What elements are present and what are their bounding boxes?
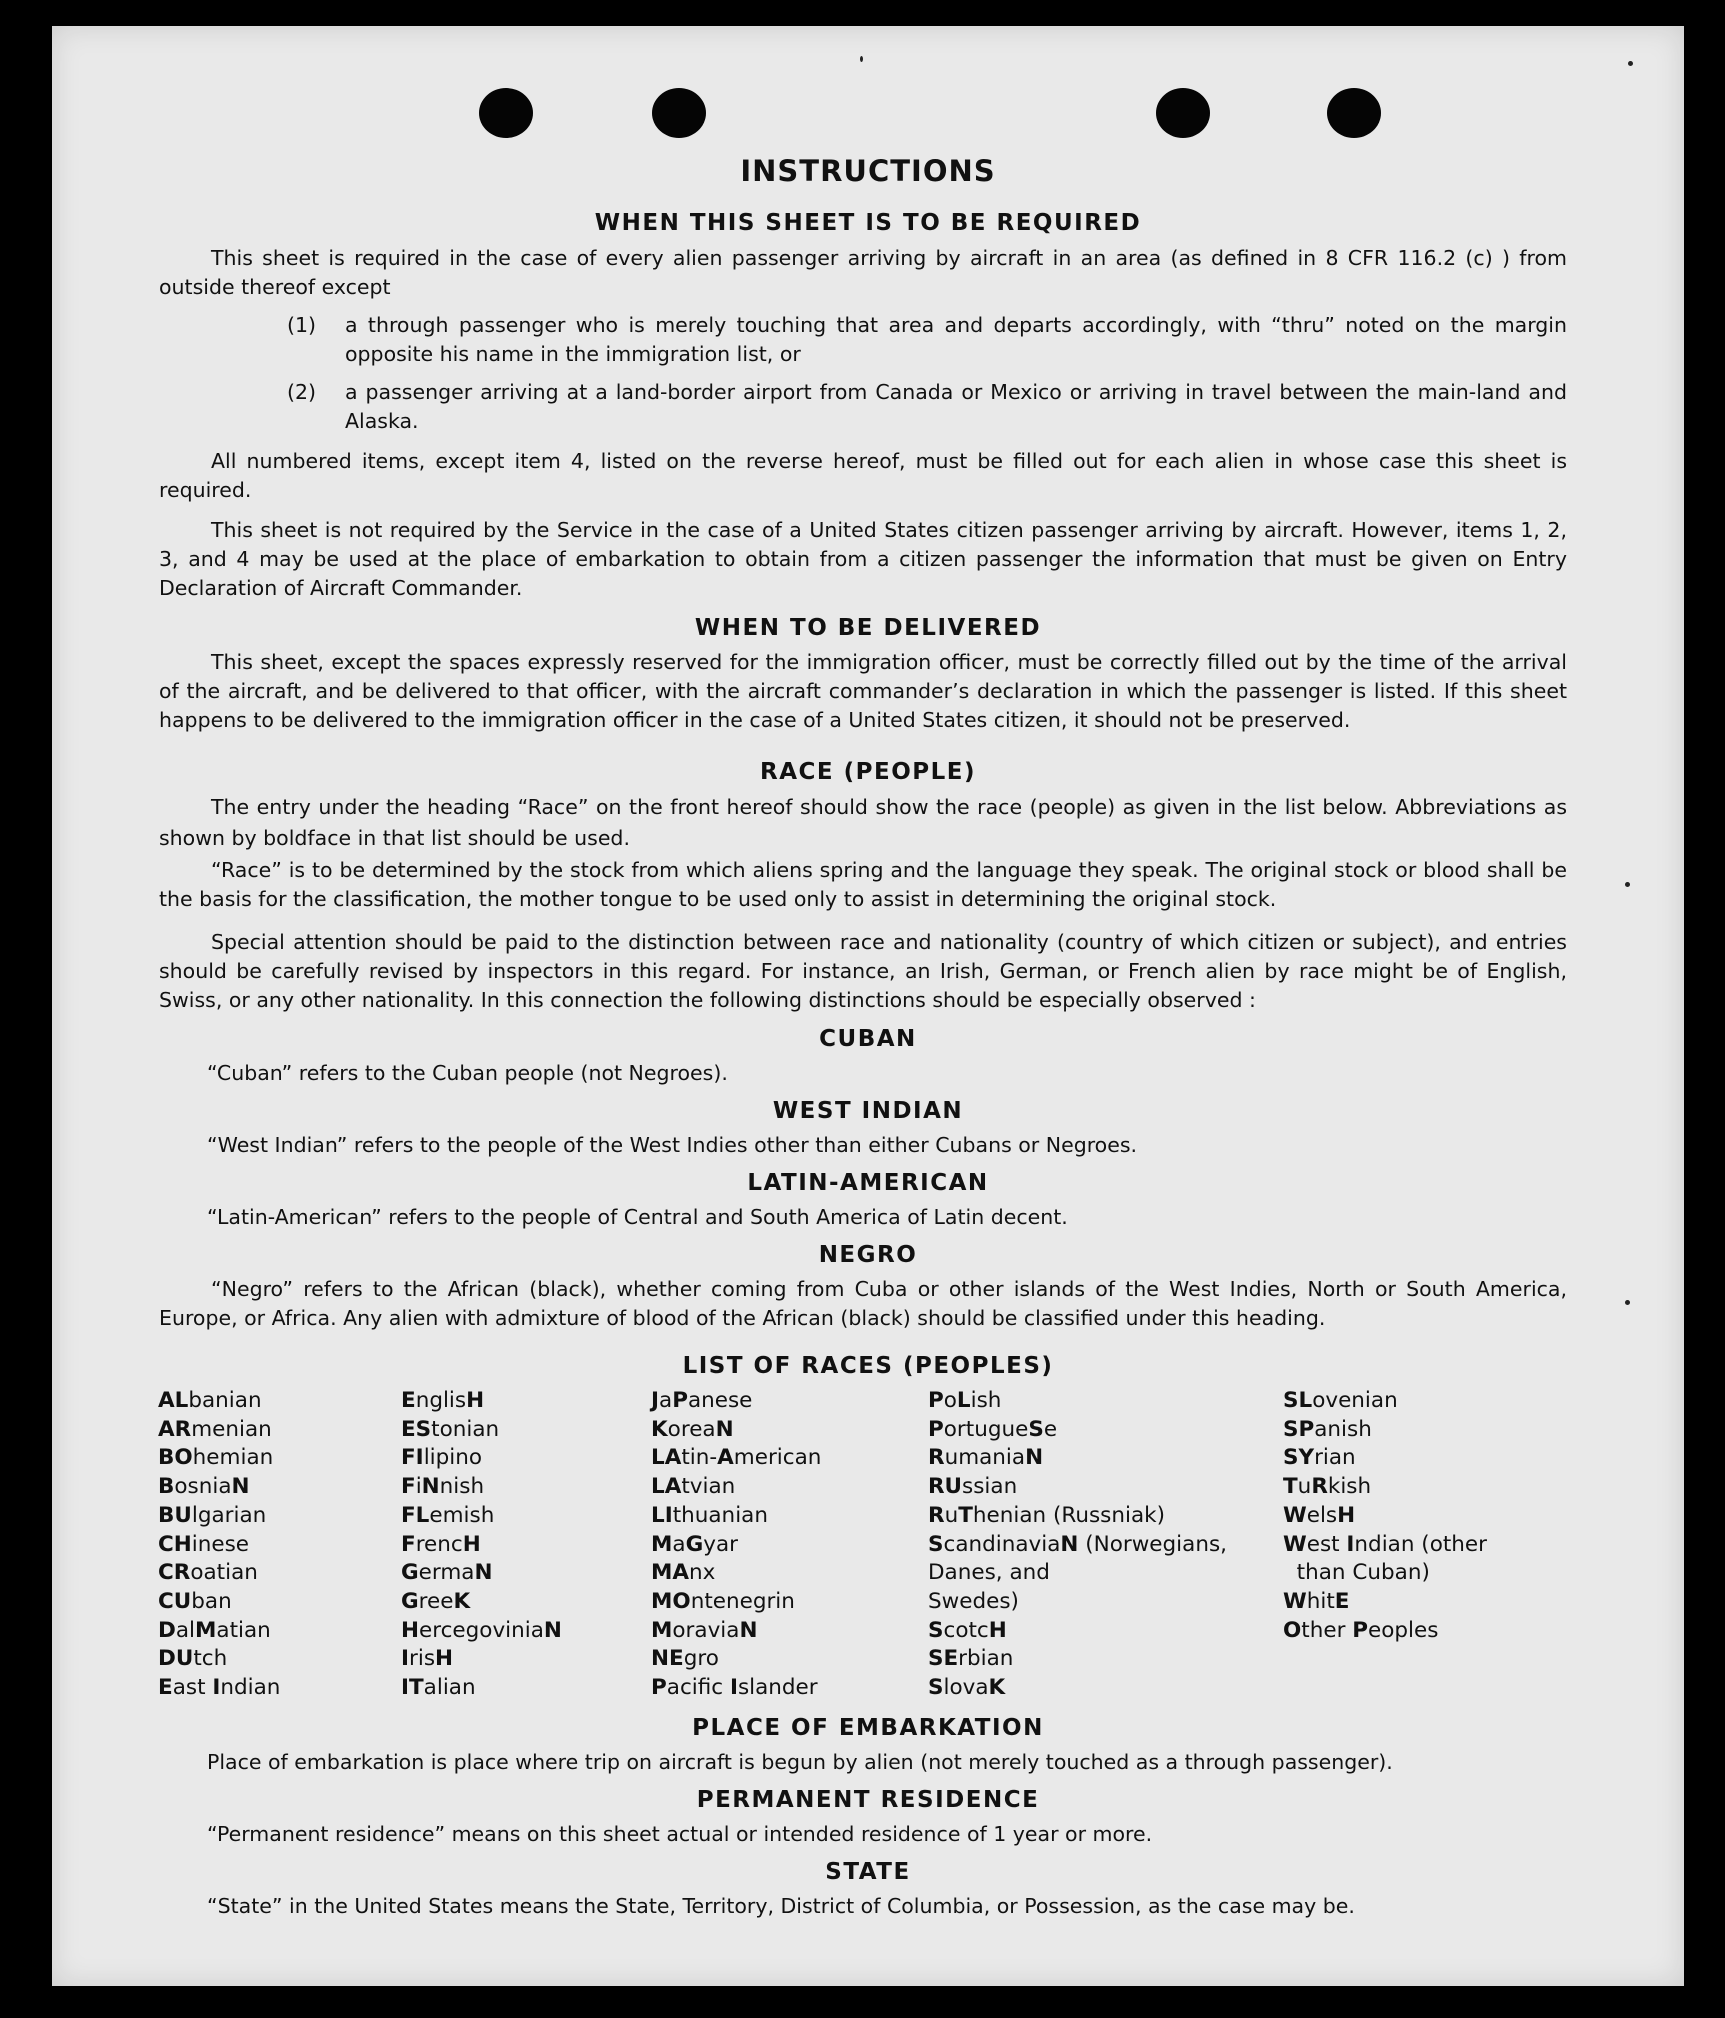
race-entry: SErbian bbox=[928, 1646, 1014, 1672]
exception-item-2 bbox=[287, 378, 1567, 436]
race-entry: FiNnish bbox=[401, 1474, 485, 1500]
item-text: a passenger arriving at a land-border airport from Canada or Mexico or arriving in travel between the main-land and Alaska. bbox=[345, 380, 1567, 433]
race-entry: EStonian bbox=[401, 1416, 500, 1442]
item-text: a through passenger who is merely touching that area and departs accordingly, with “thru” noted on the margin opposite his name in the immigration list, or bbox=[345, 313, 1567, 366]
race-entry: CUban bbox=[158, 1588, 232, 1614]
race-list-column bbox=[1283, 1387, 1487, 1645]
definition-latin-american: “Latin-American” refers to the people of Central and South America of Latin decent. bbox=[207, 1205, 1068, 1229]
heading-when-required: WHEN THIS SHEET IS TO BE REQUIRED bbox=[594, 210, 1142, 236]
race-entry: than Cuban) bbox=[1283, 1560, 1430, 1586]
paragraph-race-2: “Race” is to be determined by the stock from which aliens spring and the language they speak. The original stock or blood shall be the basis for the classification, the mother tongue to be used only to assist in determining the original stock. bbox=[159, 858, 1567, 911]
race-entry: Other Peoples bbox=[1283, 1617, 1439, 1643]
race-entry: WelsH bbox=[1283, 1502, 1356, 1528]
exception-item-1 bbox=[287, 311, 1567, 369]
definition-cuban: “Cuban” refers to the Cuban people (not Negroes). bbox=[207, 1061, 728, 1085]
race-list-column bbox=[651, 1387, 821, 1703]
race-entry: BOhemian bbox=[158, 1445, 274, 1471]
race-entry: East Indian bbox=[158, 1675, 281, 1701]
race-entry: LAtvian bbox=[651, 1474, 736, 1500]
race-entry: MOntenegrin bbox=[651, 1588, 795, 1614]
paragraph-citizen-note: This sheet is not required by the Service in the case of a United States citizen passenger arriving by aircraft. However, items 1, 2, 3, and 4 may be used at the place of embarkation to obtain from a citizen passenger the information that must be given on Entry Declaration of Aircraft Commander. bbox=[159, 518, 1567, 600]
race-entry: TuRkish bbox=[1283, 1474, 1372, 1500]
race-entry: MaGyar bbox=[651, 1531, 738, 1557]
heading-permanent-residence: PERMANENT RESIDENCE bbox=[696, 1787, 1040, 1813]
heading-latin-american: LATIN-AMERICAN bbox=[747, 1170, 989, 1196]
punch-hole bbox=[1156, 88, 1210, 138]
race-entry: Pacific Islander bbox=[651, 1675, 818, 1701]
race-list-column bbox=[401, 1387, 562, 1703]
race-entry: FrencH bbox=[401, 1531, 481, 1557]
punch-hole bbox=[1327, 88, 1381, 138]
race-list-column bbox=[158, 1387, 280, 1703]
race-entry: PortugueSe bbox=[928, 1416, 1058, 1442]
race-entry: SLovenian bbox=[1283, 1388, 1398, 1413]
race-entry: PoLish bbox=[928, 1388, 1002, 1413]
race-entry: SYrian bbox=[1283, 1445, 1356, 1471]
race-entry: RumaniaN bbox=[928, 1445, 1044, 1471]
race-entry: FLemish bbox=[401, 1502, 495, 1528]
paragraph-race-3: Special attention should be paid to the distinction between race and nationality (country of which citizen or subject), and entries should be carefully revised by inspectors in this regard. For instance, an Irish, German, or French alien by race might be of English, Swiss, or any other nationality. In this connection the following distinctions should be especially observed : bbox=[159, 930, 1567, 1012]
race-entry: Danes, and bbox=[928, 1560, 1050, 1586]
punch-hole bbox=[652, 88, 706, 138]
speck bbox=[1625, 1300, 1630, 1305]
definition-permanent-residence: “Permanent residence” means on this sheet actual or intended residence of 1 year or more. bbox=[207, 1822, 1153, 1846]
race-entry: LIthuanian bbox=[651, 1502, 768, 1528]
race-entry: ScotcH bbox=[928, 1617, 1007, 1643]
race-entry: KoreaN bbox=[651, 1416, 734, 1442]
race-entry: LAtin-American bbox=[651, 1445, 822, 1471]
race-entry: MAnx bbox=[651, 1560, 716, 1586]
race-entry: EnglisH bbox=[401, 1388, 485, 1413]
paragraph-race-1: The entry under the heading “Race” on the front hereof should show the race (people) as given in the list below. Abbreviations as shown by boldface in that list should be used. bbox=[159, 795, 1567, 850]
race-entry: ALbanian bbox=[158, 1388, 262, 1413]
race-entry: WhitE bbox=[1283, 1588, 1350, 1614]
heading-state: STATE bbox=[825, 1859, 911, 1885]
definition-negro: “Negro” refers to the African (black), whether coming from Cuba or other islands of the West Indies, North or South America, Europe, or Africa. Any alien with admixture of blood of the African (black) should be classified under this heading. bbox=[159, 1277, 1567, 1330]
speck bbox=[860, 56, 863, 62]
race-entry: DalMatian bbox=[158, 1617, 271, 1643]
race-entry: RUssian bbox=[928, 1474, 1018, 1500]
race-entry: CHinese bbox=[158, 1531, 250, 1557]
race-entry: ScandinaviaN (Norwegians, bbox=[928, 1531, 1227, 1557]
race-list-column bbox=[928, 1387, 1227, 1703]
race-entry: CRoatian bbox=[158, 1560, 258, 1586]
heading-negro: NEGRO bbox=[818, 1242, 918, 1268]
race-entry: ARmenian bbox=[158, 1416, 272, 1442]
race-entry: FIlipino bbox=[401, 1445, 483, 1471]
speck bbox=[1625, 882, 1630, 887]
heading-race: RACE (PEOPLE) bbox=[760, 759, 976, 785]
heading-embarkation: PLACE OF EMBARKATION bbox=[692, 1715, 1044, 1741]
race-entry: SPanish bbox=[1283, 1416, 1372, 1442]
race-entry: DUtch bbox=[158, 1646, 228, 1672]
instruction-sheet bbox=[52, 26, 1684, 1986]
race-entry: RuThenian (Russniak) bbox=[928, 1502, 1165, 1528]
race-entry: ITalian bbox=[401, 1675, 476, 1701]
race-entry: GermaN bbox=[401, 1560, 493, 1586]
item-number: (2) bbox=[287, 380, 317, 404]
race-entry: BUlgarian bbox=[158, 1502, 267, 1528]
definition-state: “State” in the United States means the State, Territory, District of Columbia, or Possession, as the case may be. bbox=[207, 1894, 1355, 1918]
heading-when-delivered: WHEN TO BE DELIVERED bbox=[694, 615, 1042, 641]
heading-cuban: CUBAN bbox=[819, 1026, 917, 1052]
page-title: INSTRUCTIONS bbox=[740, 154, 996, 188]
paragraph-numbered-items: All numbered items, except item 4, listed on the reverse hereof, must be filled out for each alien in whose case this sheet is required. bbox=[159, 449, 1567, 502]
definition-west-indian: “West Indian” refers to the people of the West Indies other than either Cubans or Negroes. bbox=[207, 1133, 1138, 1157]
definition-embarkation: Place of embarkation is place where trip on aircraft is begun by alien (not merely touched as a through passenger). bbox=[207, 1750, 1393, 1774]
heading-west-indian: WEST INDIAN bbox=[772, 1098, 964, 1124]
race-entry: West Indian (other bbox=[1283, 1531, 1487, 1557]
punch-hole bbox=[479, 88, 533, 138]
paragraph-intro: This sheet is required in the case of every alien passenger arriving by aircraft in an area (as defined in 8 CFR 116.2 (c) ) from outside thereof except bbox=[159, 246, 1567, 299]
race-entry: MoraviaN bbox=[651, 1617, 758, 1643]
paragraph-delivered: This sheet, except the spaces expressly reserved for the immigration officer, must be correctly filled out by the time of the arrival of the aircraft, and be delivered to that officer, with the aircraft commander’s declaration in which the passenger is listed. If this sheet happens to be delivered to the immigration officer in the case of a United States citizen, it should not be preserved. bbox=[159, 650, 1567, 732]
item-number: (1) bbox=[287, 313, 317, 337]
race-entry: NEgro bbox=[651, 1646, 719, 1672]
race-entry: Swedes) bbox=[928, 1588, 1019, 1614]
race-entry: IrisH bbox=[401, 1646, 454, 1672]
race-entry: SlovaK bbox=[928, 1675, 1006, 1701]
speck bbox=[1628, 61, 1633, 66]
race-entry: HercegoviniaN bbox=[401, 1617, 562, 1643]
race-entry: GreeK bbox=[401, 1588, 471, 1614]
race-entry: BosniaN bbox=[158, 1474, 250, 1500]
heading-list-of-races: LIST OF RACES (PEOPLES) bbox=[682, 1353, 1054, 1379]
race-entry: JaPanese bbox=[651, 1388, 753, 1413]
